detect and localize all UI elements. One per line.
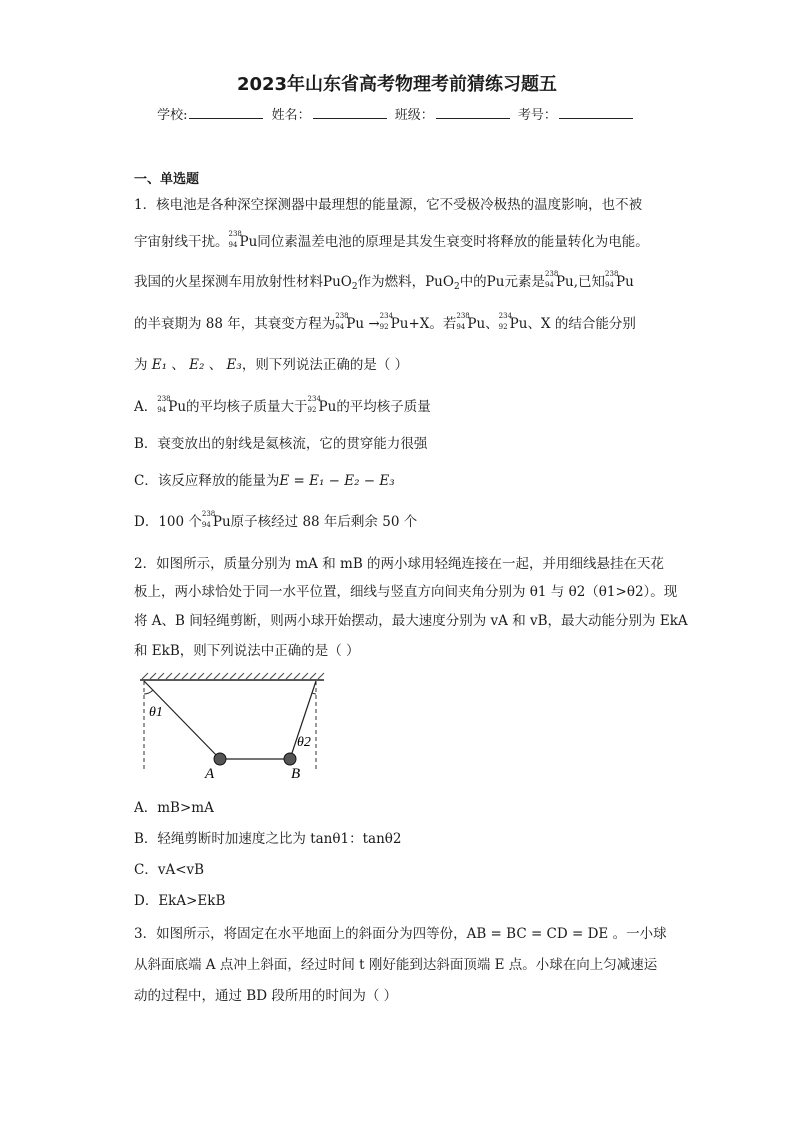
q2-option-d: D．EkA>EkB: [134, 893, 226, 909]
q1-line-2: 宇宙射线干扰。 238 94 Pu同位素温差电池的原理是其发生衰变时将释放的能量转化为电能。: [134, 230, 649, 250]
q2-line-1: 2．如图所示，质量分别为 mA 和 mB 的两小球用轻绳连接在一起，并用细线悬挂在天花: [134, 556, 665, 572]
q1-option-b: B．衰变放出的射线是氦核流，它的贯穿能力很强: [134, 436, 428, 452]
q1-line-5: 为 E₁ 、 E₂ 、 E₃，则下列说法正确的是（ ）: [134, 357, 409, 373]
q2-option-a: A．mB>mA: [134, 800, 214, 816]
school-blank: [189, 106, 263, 119]
pendulum-figure: [132, 672, 332, 782]
q1-option-c: C．该反应释放的能量为E = E₁ − E₂ − E₃: [134, 473, 395, 489]
class-blank: [436, 106, 510, 119]
label-a: A: [205, 766, 215, 782]
name-label: 姓名：: [271, 108, 311, 123]
name-blank: [313, 106, 387, 119]
q1-option-a: A． 238 94 Pu的平均核子质量大于 234 92 Pu的平均核子质量: [134, 395, 431, 415]
nuclide-pu238: 238 94 Pu: [544, 270, 574, 290]
nuclide-pu238: 238 94 Pu: [201, 510, 231, 530]
q2-option-c: C．vA<vB: [134, 862, 205, 878]
nuclide-pu238: 238 94 Pu: [605, 270, 634, 290]
number-label: 考号：: [517, 108, 557, 123]
theta1-label: θ1: [149, 705, 163, 720]
q2-line-3: 将 A、B 间轻绳剪断，则两小球开始摆动，最大速度分别为 vA 和 vB，最大动能分别为 EkA: [134, 613, 688, 629]
nuclide-pu238: 238 94 Pu: [157, 395, 187, 415]
student-info-row: [0, 104, 794, 123]
nuclide-pu238: 238 94 Pu: [456, 312, 486, 332]
ball-a: [214, 753, 226, 765]
q2-line-4: 和 EkB，则下列说法中正确的是（ ）: [134, 643, 360, 659]
section-heading: 一、单选题: [134, 172, 200, 187]
nuclide-pu234: 234 92 Pu: [379, 312, 409, 332]
q1-line-3: 我国的火星探测车用放射性材料PuO$_2$作为燃料，PuO$_2$中的Pu元素是 238 94 Pu,已知 238 94 Pu: [134, 270, 634, 292]
class-label: 班级：: [394, 108, 434, 123]
q1-line-1: 1．核电池是各种深空探测器中最理想的能量源，它不受极冷极热的温度影响，也不被: [134, 197, 643, 213]
q2-option-b: B．轻绳剪断时加速度之比为 tanθ1：tanθ2: [134, 831, 402, 847]
q2-line-2: 板上，两小球恰处于同一水平位置，细线与竖直方向间夹角分别为 θ1 与 θ2（θ1>θ2）。现: [134, 584, 678, 600]
page-title: 2023年山东省高考物理考前猜练习题五: [236, 74, 558, 95]
q1-line-4: 的半衰期为 88 年，其衰变方程为 238 94 Pu → 234 92 Pu+X。若 238 94 Pu、 234 92 Pu、X 的结合能分别: [134, 312, 636, 332]
nuclide-pu234: 234 92 Pu: [307, 395, 337, 415]
string-a: [144, 681, 220, 759]
q3-line-2: 从斜面底端 A 点冲上斜面，经过时间 t 刚好能到达斜面顶端 E 点。小球在向上匀减速运: [134, 957, 658, 973]
angle-arc-2: [312, 693, 316, 694]
angle-arc-1: [144, 690, 153, 694]
nuclide-pu234: 234 92 Pu: [498, 312, 528, 332]
label-b: B: [291, 766, 301, 782]
theta2-label: θ2: [297, 735, 311, 750]
q3-line-1: 3．如图所示，将固定在水平地面上的斜面分为四等份，AB = BC = CD = DE 。一小球: [134, 926, 667, 942]
q1-option-d: D．100 个 238 94 Pu原子核经过 88 年后剩余 50 个: [134, 510, 418, 530]
ball-b: [284, 753, 296, 765]
nuclide-pu238: 238 94 Pu: [228, 230, 258, 250]
nuclide-pu238: 238 94 Pu: [335, 312, 365, 332]
ceiling: [140, 673, 324, 680]
q3-line-3: 动的过程中，通过 BD 段所用的时间为（ ）: [134, 988, 398, 1004]
school-label: 学校:: [157, 108, 188, 123]
number-blank: [559, 106, 633, 119]
